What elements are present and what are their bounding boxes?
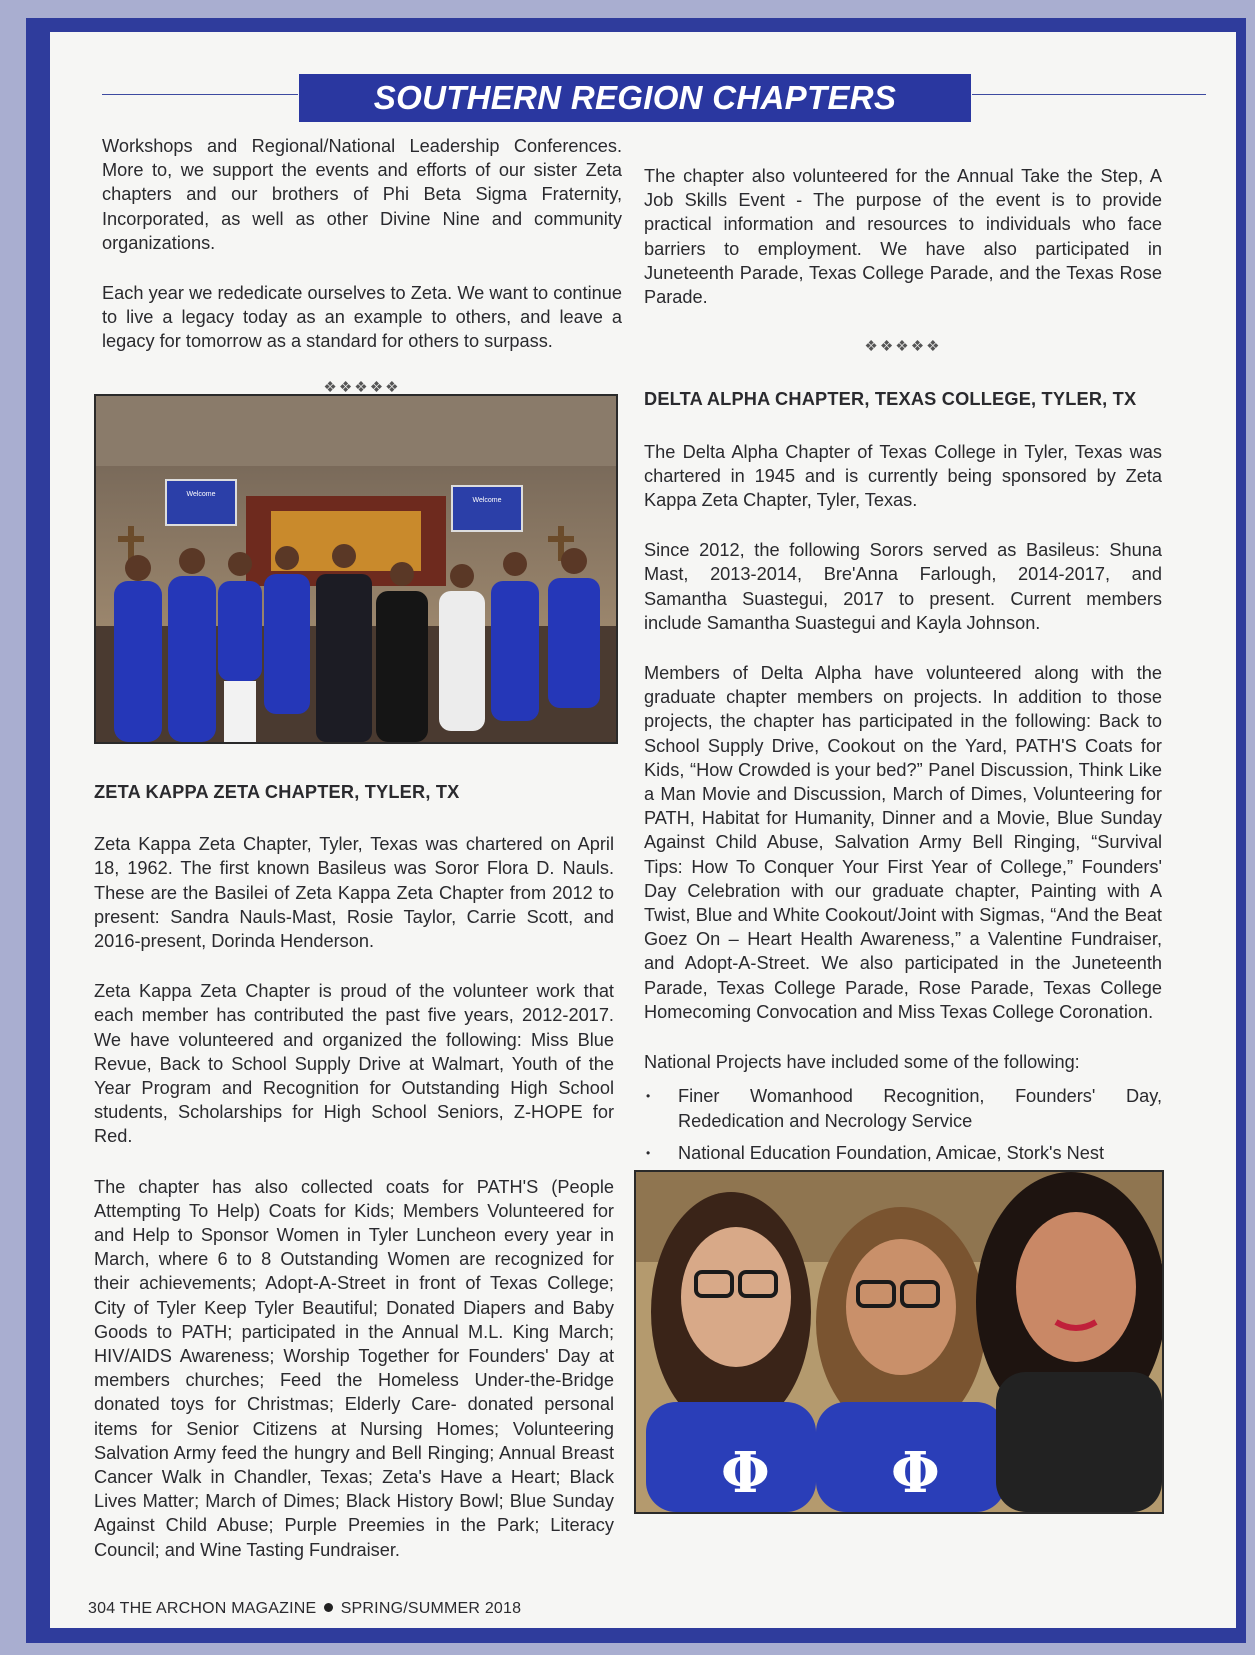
banner-rule-right — [972, 94, 1206, 95]
left-column-zkz — [94, 780, 614, 1588]
national-projects-intro: National Projects have included some of the following: — [644, 1052, 1080, 1073]
intro-paragraph-1: Workshops and Regional/National Leadership Conferences. More to, we support the events and efforts of our sister Zeta chapters and our brothers of Phi Beta Sigma Fraternity, Incorporated, as well as other Divine Nine and community organizations. — [102, 136, 622, 253]
delta-alpha-members-photo-image — [636, 1172, 1162, 1512]
left-column-intro — [102, 134, 622, 428]
page-content — [50, 32, 1236, 1628]
issue-name: SPRING/SUMMER 2018 — [340, 1600, 522, 1617]
section-banner: SOUTHERN REGION CHAPTERS — [299, 74, 971, 122]
svg-text:Φ: Φ — [891, 1440, 940, 1506]
chapter-group-photo — [94, 394, 618, 744]
zkz-paragraph-2: Zeta Kappa Zeta Chapter is proud of the volunteer work that each member has contributed the past five years, 2012-2017. We have volunteered and organized the following: Miss Blue Revue, Back to School Supply Drive at Walmart, Youth of the Year Program and Recognition for Outstanding High School students, Scholarships for High School Seniors, Z-HOPE for Red. — [94, 981, 614, 1147]
svg-text:Φ: Φ — [721, 1440, 770, 1506]
intro-paragraph-2: Each year we rededicate ourselves to Zeta. We want to continue to live a legacy today as an example to others, and leave a legacy for tomorrow as a standard for others to surpass. — [102, 283, 622, 352]
page-frame — [26, 18, 1246, 1643]
zkz-paragraph-1: Zeta Kappa Zeta Chapter, Tyler, Texas was chartered on April 18, 1962. The first known Basileus was Soror Flora D. Nauls. These are the Basilei of Zeta Kappa Zeta Chapter from 2012 to present: Sandra Nauls-Mast, Rosie Taylor, Carrie Scott, and 2016-present, Dorinda Henderson. — [94, 834, 614, 952]
chapter-group-photo-image — [96, 396, 616, 742]
da-paragraph-1: The Delta Alpha Chapter of Texas College in Tyler, Texas was chartered in 1945 and is currently being sponsored by Zeta Kappa Zeta Chapter, Tyler, Texas. — [644, 441, 1162, 511]
svg-text:Welcome: Welcome — [472, 497, 502, 504]
ornament-divider-right: ❖❖❖❖❖ — [864, 338, 942, 356]
zkz-heading: ZETA KAPPA ZETA CHAPTER, TYLER, TX — [94, 782, 460, 802]
da-paragraph-2: Since 2012, the following Sorors served as Basileus: Shuna Mast, 2013-2014, Bre'Anna Farlough, 2014-2017, and Samantha Suastegui, 2017 to present. Current members include Samantha Suastegui and Kayla Johnson. — [644, 540, 1162, 633]
tts-paragraph: The chapter also volunteered for the Annual Take the Step, A Job Skills Event - The purpose of the event is to provide practical information and resources to individuals who face barriers to employment. We have also participated in Juneteenth Parade, Texas College Parade, and the Texas Rose Parade. — [644, 166, 1162, 308]
list-item: • Finer Womanhood Recognition, Founders' Day, Rededication and Necrology Service — [644, 1084, 1162, 1132]
da-paragraph-3: Members of Delta Alpha have volunteered along with the graduate chapter members on projects. In addition to those projects, the chapter has participated in the following: Back to School Supply Drive, Cookout on the Yard, PATH'S Coats for Kids, “How Crowded is your bed?” Panel Discussion, Think Like a Man Movie and Discussion, March of Dimes, Volunteering for PATH, Habitat for Humanity, Dinner and a Movie, Blue Sunday Against Child Abuse, Salvation Army Bell Ringing, “Survival Tips: How To Conquer Your First Year of College,” Founders' Day Celebration with our graduate chapter, Painting with A Twist, Blue and White Cookout/Joint with Sigmas, “And the Beat Goez On – Heart Health Awareness,” a Valentine Fundraiser, and Adopt-A-Street. We also participated in the Juneteenth Parade, Texas College Parade, Rose Parade, Texas College Homecoming Convocation and Miss Texas College Coronation. — [644, 663, 1162, 1022]
bullet-separator — [324, 1603, 333, 1612]
banner-rule-left — [102, 94, 298, 95]
svg-text:Welcome: Welcome — [186, 491, 216, 498]
delta-alpha-members-photo — [634, 1170, 1164, 1514]
list-item: • National Education Foundation, Amicae, Stork's Nest — [644, 1141, 1162, 1165]
magazine-name: THE ARCHON MAGAZINE — [119, 1600, 317, 1617]
page-number: 304 — [88, 1600, 116, 1617]
right-column — [644, 164, 1162, 1205]
ornament-divider: ❖❖❖❖❖ — [323, 378, 401, 396]
page-footer — [88, 1600, 521, 1618]
zkz-paragraph-3: The chapter has also collected coats for PATH'S (People Attempting To Help) Coats for Kids; Members Volunteered for and Help to Sponsor Women in Tyler Luncheon every year in March, where 6 to 8 Outstanding Women are recognized for their achievements; Adopt-A-Street in front of Texas College; City of Tyler Keep Tyler Beautiful; Donated Diapers and Baby Goods to PATH; participated in the Annual M.L. King March; HIV/AIDS Awareness; Worship Together for Founders' Day at members churches; Feed the Homeless Under-the-Bridge donated toys for Christmas; Elderly Care- donated personal items for Senior Citizens at Nursing Homes; Volunteering Salvation Army feed the hungry and Bell Ringing; Annual Breast Cancer Walk in Chandler, Texas; Zeta's Have a Heart; Black Lives Matter; March of Dimes; Black History Bowl; Blue Sunday Against Child Abuse; Purple Preemies in the Park; Literacy Council; and Wine Tasting Fundraiser. — [94, 1176, 614, 1560]
da-heading: DELTA ALPHA CHAPTER, TEXAS COLLEGE, TYLER, TX — [644, 389, 1137, 410]
